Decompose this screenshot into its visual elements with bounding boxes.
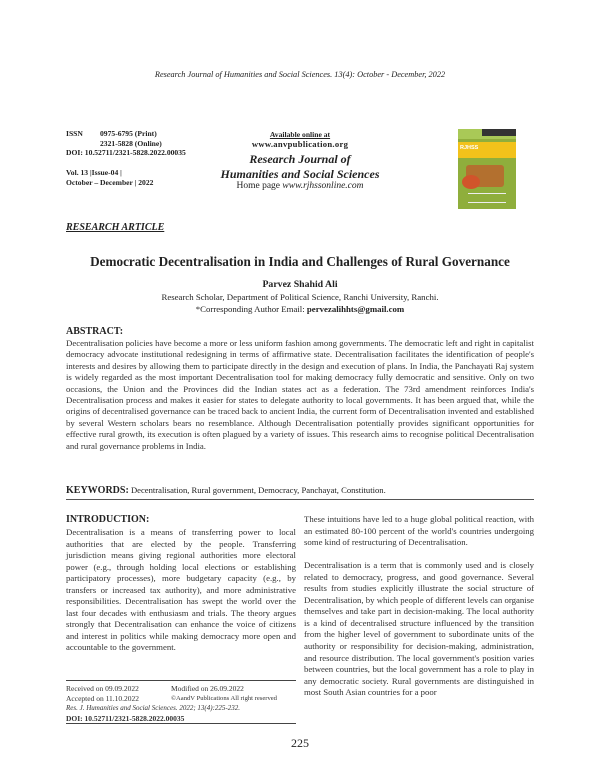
affiliation: Research Scholar, Department of Political Science, Ranchi University, Ranchi.	[161, 292, 439, 302]
footer-divider	[66, 680, 296, 681]
home-label: Home page	[236, 181, 283, 191]
copyright: ©AandV Publications All right reserved	[171, 694, 277, 702]
journal-name-2: Humanities and Social Sciences	[220, 166, 380, 181]
affiliation-block	[0, 292, 600, 315]
journal-block	[170, 130, 430, 192]
right-column	[304, 514, 534, 710]
corresponding-label: *Corresponding Author Email:	[195, 303, 307, 314]
paragraph: Decentralisation is a term that is commonly used and is closely related to democracy, progress, and good governance. Several results from studies explicitly illustrate the social structure of Decentralisation, by which people of different levels can organise themselves and take part in decision-making. The local authority is a kind of decentralised structure influenced by the transition from the higher level of government to subordinate units of the authority or responsibility for decision-making, administration, and resource distribution. The local government's position varies between countries, but the local government has a role to play in any democratic society. Rural governments are distinguished in most South Asian countries for a poor	[304, 560, 534, 698]
volume-issue: Vol. 13 |Issue-04 |	[66, 168, 122, 177]
email[interactable]: pervezalihhts@gmail.com	[306, 303, 405, 314]
page-number: 225	[291, 736, 309, 750]
article-title: Democratic Decentralisation in India and Challenges of Rural Governance	[90, 254, 510, 269]
issn-online: 2321-5828 (Online)	[100, 138, 162, 148]
journal-name-1: Research Journal of	[249, 152, 351, 166]
introduction-heading: INTRODUCTION:	[66, 514, 150, 525]
available-online: Available online at	[269, 130, 331, 139]
cover-logo: RJHSS	[460, 145, 479, 151]
issn-block	[66, 129, 186, 158]
citation: Res. J. Humanities and Social Sciences. 2022; 13(4):225-232.	[66, 704, 240, 713]
keywords	[66, 485, 386, 496]
received-date: Received on 09.09.2022	[66, 684, 139, 693]
issn-label: ISSN	[66, 129, 83, 138]
doi: DOI: 10.52711/2321-5828.2022.00035	[66, 148, 186, 158]
introduction-text: Decentralisation is a means of transferring power to local authorities that are elected by the people. Transferring jurisdiction means giving regional authorities more electoral power (e.g., through holding local elections or establishing participatory processes), more budgetary capacity (e.g., by transfers or increased tax authority), and more administrative responsibilities. Decentralisation has swept the world over the last four decades with enthusiasm and trials. The theory argues strongly that Decentralisation can enhance the voice of citizens and interest in politics while making democracy more open and accountable to the government.	[66, 527, 296, 653]
footer-divider-bottom	[66, 723, 296, 724]
abstract-heading: ABSTRACT:	[66, 326, 124, 337]
keywords-divider	[66, 499, 534, 500]
keywords-label: KEYWORDS:	[66, 485, 129, 496]
accepted-date: Accepted on 11.10.2022	[66, 693, 140, 703]
keywords-text: Decentralisation, Rural government, Democracy, Panchayat, Constitution.	[128, 485, 386, 495]
abstract-text: Decentralisation policies have become a more or less uniform fashion among governments. The democratic left and right in capitalist democracy advocate institutional redesigning in terms of affirmative state. Decentralisation facilitates the identification of people's interests and desires by allowing them to participate directly in the design and execution of plans. In India, the Panchayati Raj system is widely regarded as the most important Decentralisation tool for making democracy fully democratic and sensitive. Only on two occasions, the Union and the Provinces did the Indian states act as a federation. The 73rd amendment reinforces India's Decentralisation process and makes it easier for states to delegate authority to local governments. It has been argued that, while the origins of decentralised governance can be traced back to ancient India, the current form of Decentralisation invented and established by several Western scholars bears no resemblance. Although Decentralisation potentially provides significant opportunities for effective rural growth, its execution is often plagued by a variety of issues. This research aims to recognise political Decentralisation and rural governance problems in India.	[66, 338, 534, 451]
home-url[interactable]: www.rjhssonline.com	[282, 181, 364, 191]
running-header: Research Journal of Humanities and Social Sciences. 13(4): October - December, 2022	[154, 70, 446, 79]
paragraph: These intuitions have led to a huge global political reaction, with an estimated 80-100 percent of the world's countries undergoing some kind of restructuring of Decentralisation.	[304, 514, 534, 548]
volume-period: October – December | 2022	[66, 177, 154, 187]
volume-block	[66, 168, 153, 187]
footer-block	[66, 684, 296, 723]
footer-doi: DOI: 10.52711/2321-5828.2022.00035	[66, 713, 185, 723]
modified-date: Modified on 26.09.2022	[171, 684, 244, 693]
publisher-url[interactable]: www.anvpublication.org	[251, 139, 349, 149]
issn-print: 0975-6795 (Print)	[100, 129, 157, 138]
author: Parvez Shahid Ali	[262, 279, 338, 290]
article-type: RESEARCH ARTICLE	[66, 222, 165, 233]
journal-cover-image	[458, 129, 516, 209]
